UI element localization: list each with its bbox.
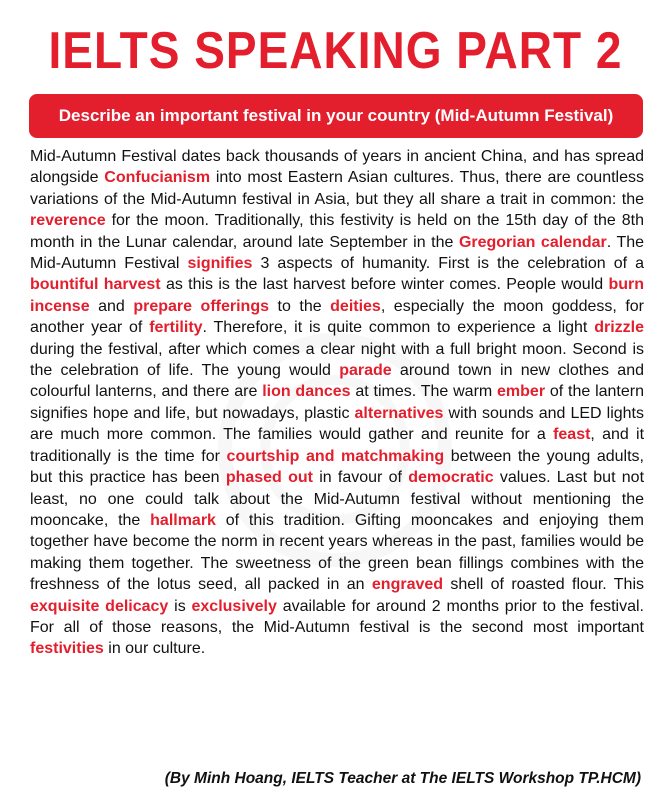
essay-text: of this tradition. Gifting mooncakes and enjoying them together have become the norm in recent years whereas in the past, families would be making them together. The sweetness of the green bean fillings combines with the freshness of the lotus seed, all packed in an [30,511,644,594]
essay-text: is [168,597,192,615]
essay-text: at times. The warm [350,383,498,401]
vocab-keyword: festivities [30,640,104,658]
essay-text: during the festival, after which comes a clear night with a full bright moon. Second is the celebration of life. The young would [30,340,644,380]
vocab-keyword: Confucianism [104,169,211,187]
vocab-keyword: feast [553,426,591,444]
essay-text: , and it traditionally is the time for [30,426,645,465]
vocab-keyword: democratic [408,469,494,487]
author-credit: (By Minh Hoang, IELTS Teacher at The IELTS Workshop TP.HCM) [164,770,641,787]
essay-text: to the [269,297,331,315]
vocab-keyword: drizzle [594,319,644,337]
essay-text: 3 aspects of humanity. First is the celebration of a [252,255,644,273]
vocab-keyword: exclusively [191,597,277,615]
essay-text: around town in new clothes and colourful lanterns, and there are [30,362,644,401]
vocab-keyword: fertility [149,319,203,337]
vocab-keyword: prepare offerings [133,297,269,315]
vocab-keyword: deities [330,297,381,315]
vocab-keyword: Gregorian calendar [458,233,607,251]
vocab-keyword: reverence [30,212,106,230]
essay-text: and [89,297,134,315]
essay-text: for the moon. Traditionally, this festivity is held on the 15th day of the 8th month in the Lunar calendar, around late September in the [30,212,644,251]
essay-text: . The Mid-Autumn Festival [30,233,645,273]
vocab-keyword: phased out [225,469,313,487]
essay-text: , especially the moon goddess, for another year of [30,297,644,337]
essay-text: available for around 2 months prior to the festival. For all of those reasons, the Mid-Autumn festival is the second most important [30,597,644,636]
vocab-keyword: hallmark [150,511,216,529]
essay-text: values. Last but not least, no one could talk about the Mid-Autumn festival without mentioning the mooncake, the [30,469,645,529]
essay-text: in our culture. [103,640,206,658]
essay-text: with sounds and LED lights are much more common. The families would gather and reunite for a [30,404,644,444]
vocab-keyword: signifies [187,255,253,273]
essay-text: in favour of [312,469,409,487]
vocab-keyword: courtship and matchmaking [226,447,445,465]
essay-text: Mid-Autumn Festival dates back thousands of years in ancient China, and has spread alongside [30,148,644,187]
essay-text: of the lantern signifies hope and life, but nowadays, plastic [30,383,644,422]
essay-body [30,146,644,660]
essay-text: shell of roasted flour. This [443,576,645,594]
vocab-keyword: parade [339,362,392,380]
essay-text: between the young adults, but this practice has been [30,447,645,487]
vocab-keyword: ember [497,383,546,401]
topic-banner: Describe an important festival in your country (Mid-Autumn Festival) [29,94,643,138]
vocab-keyword: burn incense [30,276,645,315]
essay-text: into most Eastern Asian cultures. Thus, there are countless variations of the Mid-Autumn festival in Asia, but they all share a trait in common: the [30,169,645,208]
vocab-keyword: exquisite delicacy [30,597,169,615]
vocab-keyword: engraved [371,576,444,594]
essay-text: as this is the last harvest before winter comes. People would [160,276,609,294]
essay-text: . Therefore, it is quite common to experience a light [202,319,595,337]
page-title: IELTS SPEAKING PART 2 [48,20,623,80]
vocab-keyword: alternatives [354,404,444,422]
vocab-keyword: bountiful harvest [30,276,161,294]
vocab-keyword: lion dances [262,383,351,401]
